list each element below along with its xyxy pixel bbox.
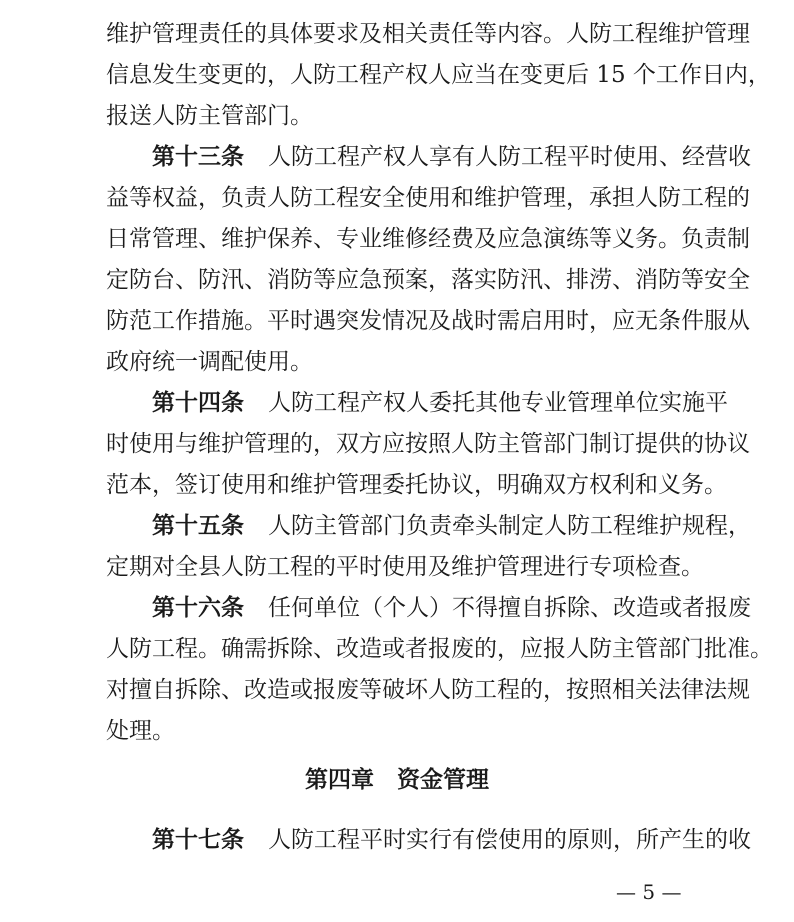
page-number: — 5 — <box>616 880 682 904</box>
paragraph-line: 人防工程。确需拆除、改造或者报废的，应报人防主管部门批准。 <box>106 636 773 662</box>
paragraph-line: 信息发生变更的，人防工程产权人应当在变更后 15 个工作日内， <box>106 62 771 88</box>
article-14-title: 第十四条 <box>152 390 244 416</box>
paragraph-line: 报送人防主管部门。 <box>106 103 313 129</box>
paragraph-line: 维护管理责任的具体要求及相关责任等内容。人防工程维护管理 <box>106 21 750 47</box>
paragraph-line: 时使用与维护管理的，双方应按照人防主管部门制订提供的协议 <box>106 431 750 457</box>
article-14-line-1 <box>106 383 728 424</box>
article-15-line-1 <box>106 506 751 547</box>
paragraph-line: 防范工作措施。平时遇突发情况及战时需启用时，应无条件服从 <box>106 308 750 334</box>
paragraph-line: 日常管理、维护保养、专业维修经费及应急演练等义务。负责制 <box>106 226 750 252</box>
article-15-title: 第十五条 <box>152 513 244 539</box>
article-13-line-1 <box>106 137 751 178</box>
document-body <box>106 14 773 752</box>
article-13-title: 第十三条 <box>152 144 244 170</box>
article-16-text: 任何单位（个人）不得擅自拆除、改造或者报废 <box>268 595 751 621</box>
article-14-text: 人防工程产权人委托其他专业管理单位实施平 <box>268 390 728 416</box>
article-15-text: 人防主管部门负责牵头制定人防工程维护规程， <box>268 513 751 539</box>
paragraph-line: 政府统一调配使用。 <box>106 349 313 375</box>
chapter-heading: 第四章 资金管理 <box>305 767 489 793</box>
paragraph-line: 处理。 <box>106 718 175 744</box>
article-17-title: 第十七条 <box>152 827 244 853</box>
article-17-text: 人防工程平时实行有偿使用的原则，所产生的收 <box>268 827 751 853</box>
paragraph-line: 对擅自拆除、改造或报废等破坏人防工程的，按照相关法律法规 <box>106 677 750 703</box>
article-16-title: 第十六条 <box>152 595 244 621</box>
article-17-line-1 <box>106 820 751 861</box>
paragraph-line: 范本，签订使用和维护管理委托协议，明确双方权利和义务。 <box>106 472 727 498</box>
article-16-line-1 <box>106 588 751 629</box>
article-13-text: 人防工程产权人享有人防工程平时使用、经营收 <box>268 144 751 170</box>
article-17 <box>106 820 751 861</box>
paragraph-line: 定期对全县人防工程的平时使用及维护管理进行专项检查。 <box>106 554 704 580</box>
paragraph-line: 定防台、防汛、消防等应急预案，落实防汛、排涝、消防等安全 <box>106 267 750 293</box>
paragraph-line: 益等权益，负责人防工程安全使用和维护管理，承担人防工程的 <box>106 185 750 211</box>
